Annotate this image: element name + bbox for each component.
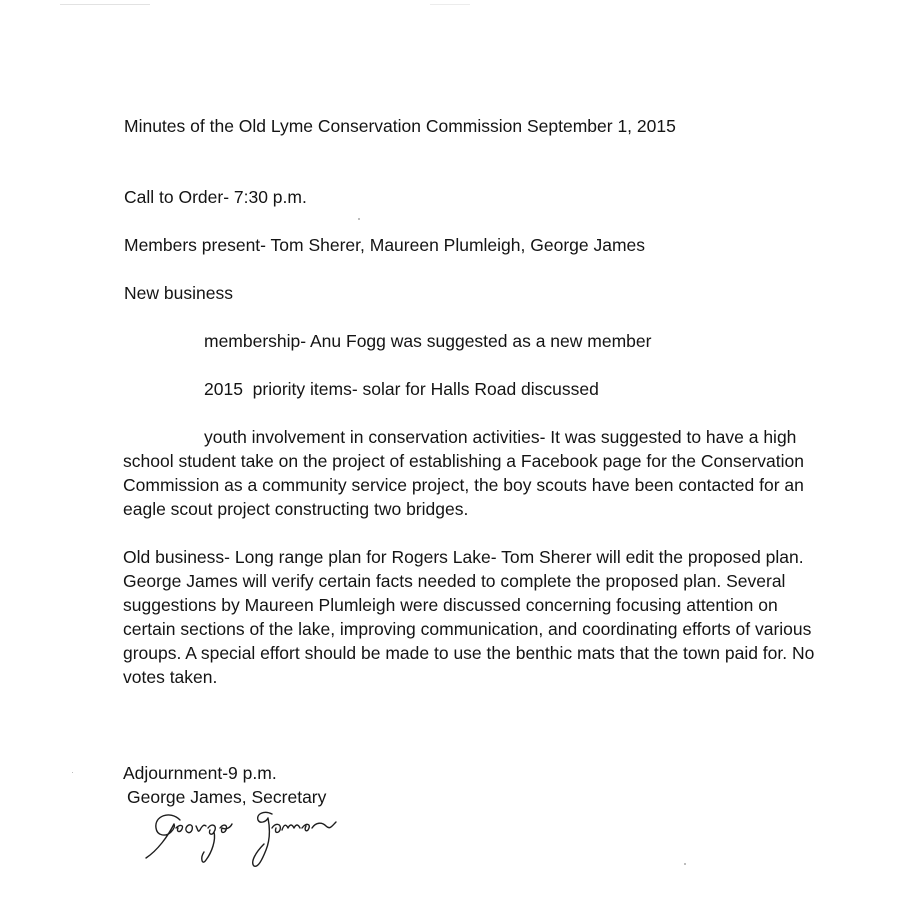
scan-speck — [72, 772, 73, 773]
new-business-item-membership: membership- Anu Fogg was suggested as a new member — [204, 331, 652, 351]
new-business-item-priority: 2015 priority items- solar for Halls Road discussed — [204, 379, 599, 399]
new-business-item-youth: youth involvement in conservation activities- It was suggested to have a high school student take on the project of establishing a Facebook page for the Conservation Commission as a community service project, the boy scouts have been contacted for an eagle scout project constructing two bridges. — [123, 427, 804, 519]
scan-speck — [684, 863, 686, 865]
scan-edge-mark — [60, 4, 150, 5]
secretary-line: George James, Secretary — [127, 787, 327, 807]
scan-speck — [358, 218, 360, 220]
handwritten-signature — [140, 806, 370, 876]
new-business-heading: New business — [124, 283, 233, 303]
scan-edge-mark — [430, 4, 470, 5]
old-business-paragraph: Old business- Long range plan for Rogers Lake- Tom Sherer will edit the proposed plan. George James will verify certain facts needed to complete the proposed plan. Several suggestions by Maureen Plumleigh were discussed concerning focusing attention on certain sections of the lake, improving communication, and coordinating efforts of various groups. A special effort should be made to use the benthic mats that the town paid for. No votes taken. — [123, 547, 815, 687]
adjournment: Adjournment-9 p.m. — [123, 763, 277, 783]
document-title: Minutes of the Old Lyme Conservation Commission September 1, 2015 — [124, 116, 676, 136]
call-to-order: Call to Order- 7:30 p.m. — [124, 187, 307, 207]
members-present: Members present- Tom Sherer, Maureen Plumleigh, George James — [124, 235, 646, 255]
